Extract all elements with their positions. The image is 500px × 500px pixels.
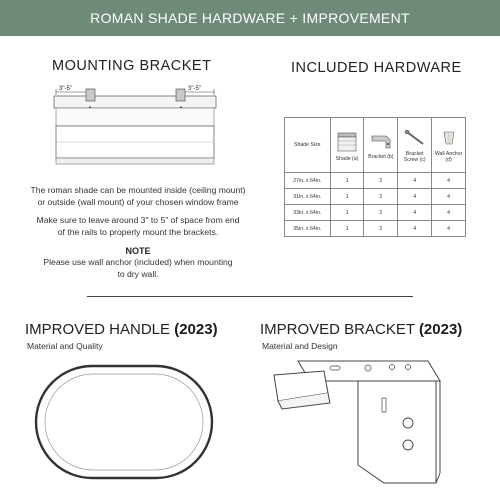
row-anchor: 4 [432, 221, 466, 237]
improved-bracket-year: (2023) [418, 321, 463, 338]
improved-bracket-title-text: IMPROVED BRACKET [260, 321, 415, 338]
row-shade: 1 [330, 221, 364, 237]
handle-illustration [33, 363, 215, 481]
table-row [285, 173, 466, 189]
row-screw: 4 [398, 189, 432, 205]
mount-paragraph-2 [8, 214, 268, 238]
row-size: 31in. x 64in. [285, 189, 331, 205]
note-block [8, 246, 268, 280]
row-size: 33in. x 64in. [285, 205, 331, 221]
table-row [285, 205, 466, 221]
mount-paragraph-1 [8, 184, 268, 208]
improved-handle-subtitle: Material and Quality [27, 341, 103, 351]
table-row [285, 221, 466, 237]
shade-icon [336, 131, 358, 153]
screw-icon [404, 129, 426, 147]
included-hardware-title: INCLUDED HARDWARE [291, 60, 462, 76]
note-line-2: to dry wall. [117, 269, 159, 279]
improved-handle-title [25, 321, 218, 338]
row-shade: 1 [330, 189, 364, 205]
row-shade: 1 [330, 205, 364, 221]
banner [0, 0, 500, 36]
header-anchor: Wall Anchor (d) [432, 118, 466, 173]
row-anchor: 4 [432, 189, 466, 205]
row-shade: 1 [330, 173, 364, 189]
row-anchor: 4 [432, 173, 466, 189]
row-bracket: 2 [364, 221, 398, 237]
mount-paragraph-2-line-1: Make sure to leave around 3" to 5" of space from end [36, 215, 240, 225]
note-line-1: Please use wall anchor (included) when mounting [43, 257, 233, 267]
row-size: 27in. x 64in. [285, 173, 331, 189]
row-bracket: 2 [364, 173, 398, 189]
wall-anchor-icon [438, 129, 460, 147]
mounting-bracket-title: MOUNTING BRACKET [52, 58, 212, 74]
mount-paragraph-1-line-1: The roman shade can be mounted inside (ceiling mount) [30, 185, 246, 195]
hardware-table [284, 117, 466, 237]
row-screw: 4 [398, 205, 432, 221]
row-size: 35in. x 64in. [285, 221, 331, 237]
row-anchor: 4 [432, 205, 466, 221]
bracket-icon [370, 132, 392, 150]
bracket-left-icon [86, 89, 95, 101]
header-bracket: Bracket (b) [364, 118, 398, 173]
improved-bracket-title [260, 321, 462, 338]
row-bracket: 2 [364, 205, 398, 221]
note-title: NOTE [125, 246, 151, 256]
bracket-illustration [268, 353, 448, 493]
mount-paragraph-2-line-2: of the rails to properly mount the brackets. [57, 227, 219, 237]
bracket-right-icon [176, 89, 185, 101]
row-screw: 4 [398, 221, 432, 237]
row-screw: 4 [398, 173, 432, 189]
table-row [285, 189, 466, 205]
mount-paragraph-1-line-2: or outside (wall mount) of your chosen window frame [37, 197, 239, 207]
row-bracket: 2 [364, 189, 398, 205]
header-size: Shade Size [285, 118, 331, 173]
hardware-table-header [285, 118, 466, 173]
improved-bracket-subtitle: Material and Design [262, 341, 338, 351]
banner-title: ROMAN SHADE HARDWARE + IMPROVEMENT [90, 10, 410, 26]
mounting-bracket-illustration [40, 80, 230, 175]
header-shade: Shade (a) [330, 118, 364, 173]
improved-handle-title-text: IMPROVED HANDLE [25, 321, 171, 338]
dim-left-label: 3"-5" [59, 86, 72, 92]
header-screw: Bracket Screw (c) [398, 118, 432, 173]
dim-right-label: 3"-5" [188, 86, 201, 92]
section-divider [87, 296, 413, 297]
improved-handle-year: (2023) [174, 321, 218, 338]
